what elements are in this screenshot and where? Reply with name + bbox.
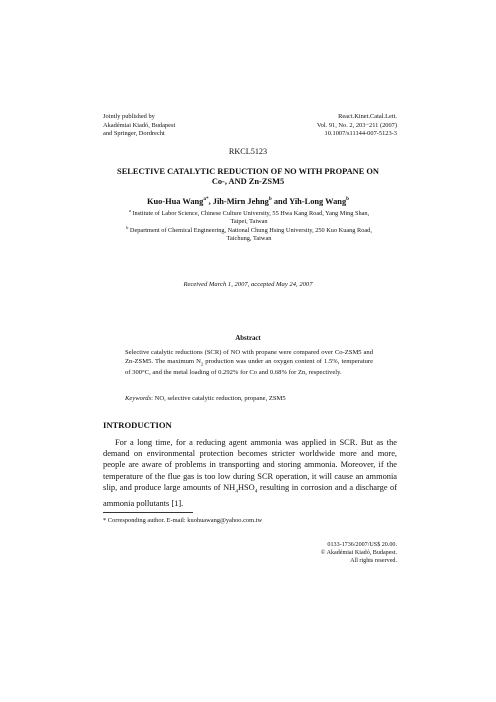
subscript: 4 — [254, 488, 258, 495]
affiliation-mark: b — [126, 225, 129, 230]
affiliation-text: Institute of Labor Science, Chinese Culture University, 55 Hwa Kang Road, Yang Ming Shan, Taipei, Taiwan — [130, 210, 370, 226]
keywords — [125, 395, 373, 402]
footnote-divider — [103, 512, 193, 513]
section-heading: INTRODUCTION — [103, 420, 172, 430]
abstract-part: production was under an oxygen content of 1.5%, temperature of 300°C, and the metal loading of 0.292% for Co and 0.68% for Zn, respectively. — [125, 357, 373, 376]
affiliation-mark: a — [128, 208, 131, 213]
text-part: resulting in corrosion and a discharge of ammonia pollutants [1]. — [103, 482, 397, 508]
journal-info — [317, 113, 397, 139]
affiliation-text: Department of Chemical Engineering, National Chung Hsing University, 250 Kuo Kuang Road, Taichung, Taiwan — [128, 227, 372, 243]
keywords-label: Keywords — [125, 395, 152, 402]
copyright-info — [321, 541, 397, 566]
author-name: Kuo-Hua Wang — [146, 196, 204, 206]
publisher-line: Jointly published by — [103, 113, 155, 120]
subscript: 4 — [235, 488, 238, 495]
text-part: HSO — [237, 482, 255, 492]
copyright-line: 0133-1736/2007/US$ 20.00. — [327, 542, 397, 548]
author-separator: and — [271, 196, 290, 206]
abstract-text — [125, 349, 373, 377]
abstract-subscript: 2 — [200, 360, 204, 366]
author-list — [0, 196, 496, 206]
author-mark: b — [346, 196, 350, 202]
title-line: Co-, AND Zn-ZSM5 — [211, 177, 285, 186]
copyright-line: All rights reserved. — [350, 558, 397, 565]
keywords-text: : NO, selective catalytic reduction, propane, ZSM5 — [151, 395, 286, 402]
author-mark: b — [268, 196, 272, 202]
text-part: For a long time, for a reducing agent ammonia was applied in SCR. But as the demand on environmental protection becomes stricter worldwide more and more, people are aware of problems in transporting and storing ammonia. Moreover, if the temperature of the flue gas is too low during SCR operation, it will cause an ammonia slip, and produce large amounts of NH — [103, 438, 397, 492]
publisher-info — [103, 113, 175, 139]
received-dates: Received March 1, 2007, accepted May 24, 2007 — [183, 281, 313, 288]
article-code: RKCL5123 — [228, 147, 268, 156]
author-separator: , — [208, 196, 213, 206]
abstract-part: Selective catalytic reductions (SCR) of NO with propane were compared over Co-ZSM5 and Zn-ZSM5. The maximum N — [125, 349, 373, 365]
author-mark: a* — [203, 196, 209, 202]
author-name: Jih-Mirn Jehng — [212, 196, 269, 206]
affiliation — [120, 224, 378, 244]
publisher-line: Akadémiai Kiadó, Budapest — [103, 121, 176, 129]
copyright-line: © Akadémiai Kiadó, Budapest. — [320, 550, 397, 557]
paragraph — [103, 437, 397, 509]
author-name: Yih-Long Wang — [289, 196, 347, 206]
introduction-text — [103, 437, 397, 509]
abstract-heading: Abstract — [235, 335, 261, 342]
journal-line: React.Kinet.Catal.Lett. — [338, 113, 397, 120]
title-line: SELECTIVE CATALYTIC REDUCTION OF NO WITH PROPANE ON — [117, 167, 379, 176]
paper-title — [100, 167, 396, 187]
journal-line: 10.1007/s11144-007-5123-3 — [324, 130, 397, 138]
footnote: * Corresponding author. E-mail: kuohuawang@yahoo.com.tw — [103, 517, 263, 524]
publisher-line: and Springer, Dordrecht — [103, 130, 165, 138]
journal-line: Vol. 91, No. 2, 203−211 (2007) — [316, 121, 397, 129]
